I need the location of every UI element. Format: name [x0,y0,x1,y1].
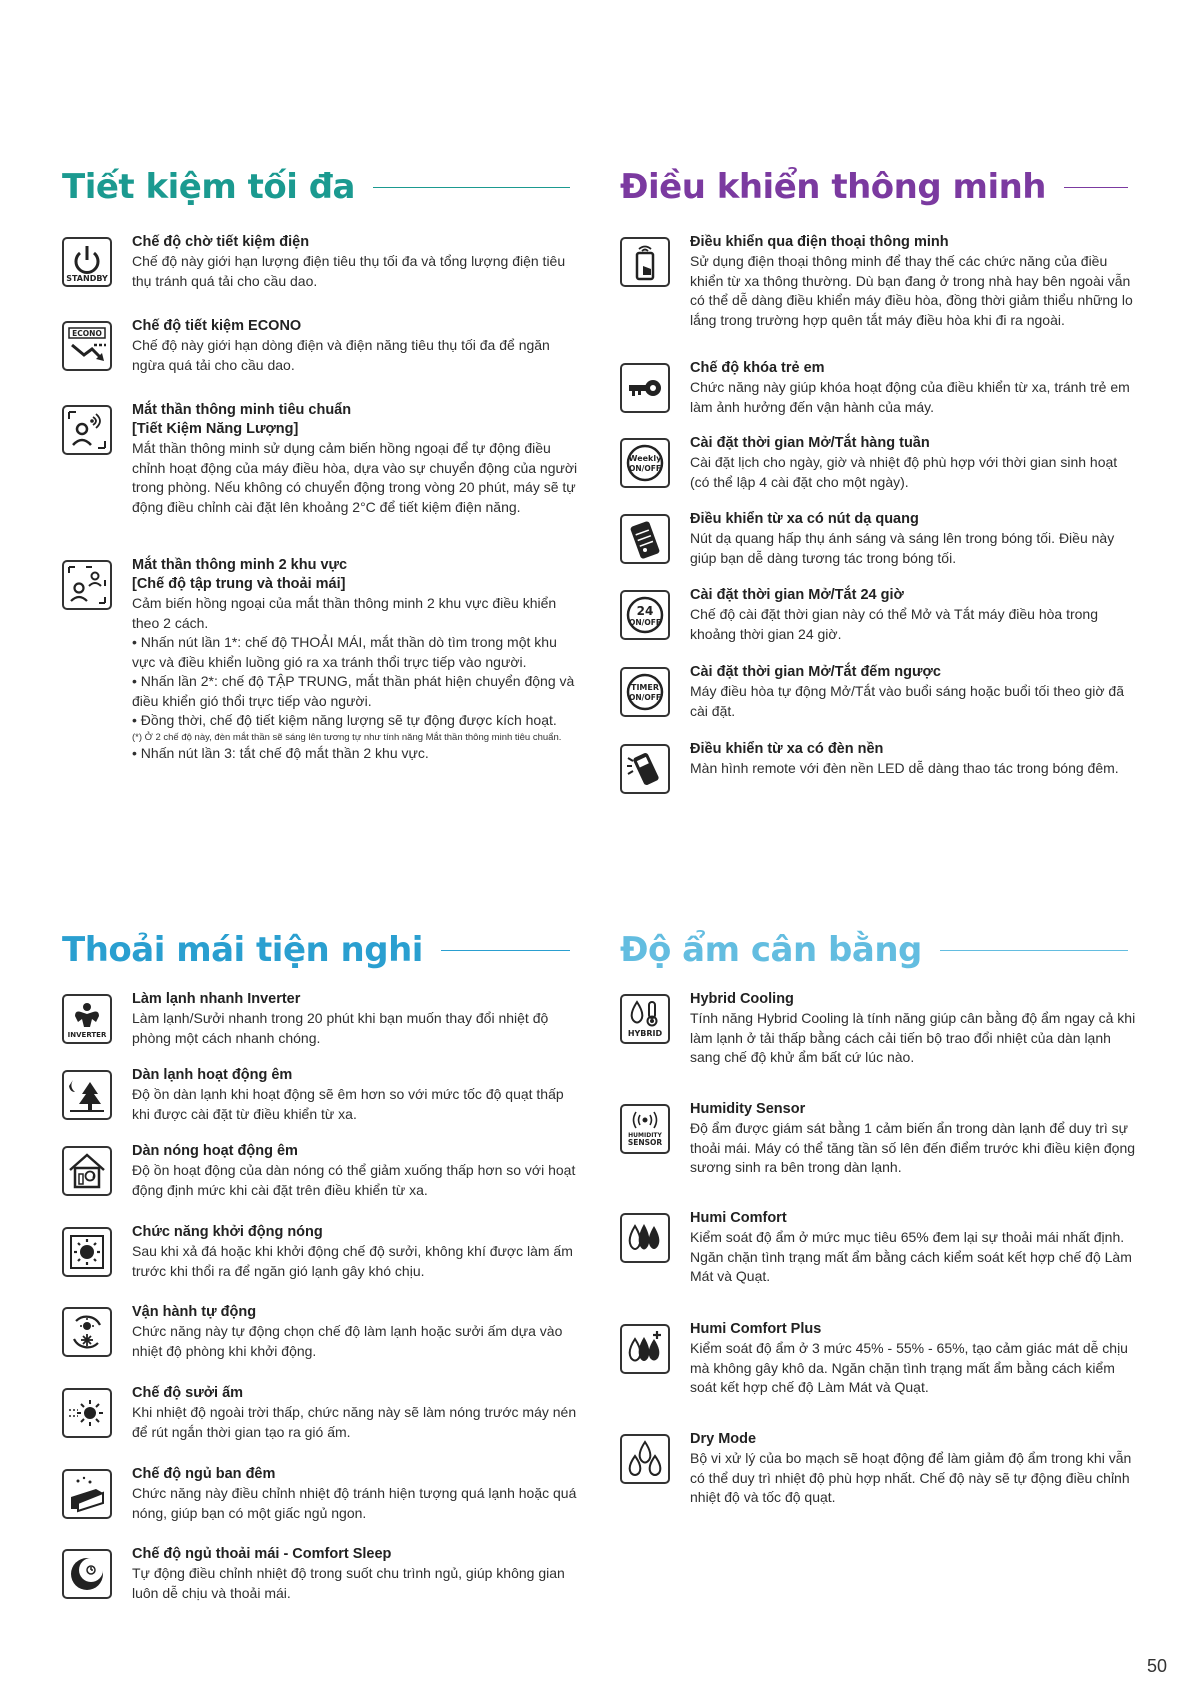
inverter-icon-label: INVERTER [67,1031,107,1039]
feature-body [690,990,1138,1068]
feature-body [690,233,1138,330]
feature-body [690,740,1138,779]
feature-title: Điều khiển từ xa có nút dạ quang [690,511,919,527]
timer-24h-icon [620,590,670,640]
section-smart-control [620,157,1140,776]
feature-bullet: • Nhấn nút lần 1*: chế độ THOẢI MÁI, mắt thần dò tìm trong một khu vực và điều khiển luồng gió ra xa tránh thổi trực tiếp vào người. [132,634,557,670]
feature-subtitle: [Chế độ tập trung và thoải mái] [132,576,346,592]
section-header [62,157,582,217]
dry-mode-icon [620,1434,670,1484]
feature-title: Cài đặt thời gian Mở/Tắt đếm ngược [690,664,941,680]
feature-desc: Kiểm soát độ ẩm ở 3 mức 45% - 55% - 65%, tạo cảm giác mát dễ chịu mà không gây khô da. Ngăn chặn tình trạng mất ẩm bằng cách kiểm soát kết hợp chế độ Làm Mát và Quạt. [690,1340,1128,1395]
humidity-icon-label: HUMIDITY [628,1132,662,1139]
feature-body [132,401,580,517]
section-header [620,157,1140,217]
feature-title: Chế độ chờ tiết kiệm điện [132,234,310,250]
feature-title: Chế độ ngủ thoải mái - Comfort Sleep [132,1546,392,1562]
motion-sensor-icon [62,405,112,455]
feature-body [690,1320,1138,1398]
feature-title: Dàn lạnh hoạt động êm [132,1067,293,1083]
feature-body [132,990,580,1048]
feature-title: Chế độ khóa trẻ em [690,360,825,376]
standby-icon-label: STANDBY [66,274,108,283]
page-number: 50 [1147,1656,1168,1676]
feature-desc: Bộ vi xử lý của bo mạch sẽ hoạt động để làm giảm độ ẩm trong khi vẫn có thể duy trì nhiệt độ phù hợp nhất. Chế độ này sẽ tự động điều chỉnh nhiệt độ và tốc độ quạt. [690,1450,1132,1505]
child-lock-icon [620,363,670,413]
feature-body [132,556,580,763]
feature-desc: Tính năng Hybrid Cooling là tính năng giúp cân bằng độ ẩm ngay cả khi làm lạnh ở tải thấp bằng cách cải tiến bộ trao đổi nhiệt của dàn lạnh sang chế độ khử ẩm bất cứ lúc nào. [690,1010,1136,1065]
feature-title: Làm lạnh nhanh Inverter [132,991,301,1007]
section-title: Điều khiển thông minh [620,167,1047,207]
feature-title: Humi Comfort Plus [690,1321,822,1337]
feature-desc: Cài đặt lịch cho ngày, giờ và nhiệt độ phù hợp với thời gian sinh hoạt (có thể lập 4 cài đặt cho một ngày). [690,454,1118,490]
feature-desc: Độ ồn hoạt động của dàn nóng có thể giảm xuống thấp hơn so với hoạt động định mức khi cài đặt trên điều khiển từ xa. [132,1162,576,1198]
humidity-sensor-icon [620,1104,670,1154]
feature-title: Chế độ tiết kiệm ECONO [132,318,302,334]
feature-title: Chế độ ngủ ban đêm [132,1466,276,1482]
feature-title: Chế độ sưởi ấm [132,1385,244,1401]
feature-desc: Chức năng này điều chỉnh nhiệt độ tránh hiện tượng quá lạnh hoặc quá nóng, giúp bạn có một giấc ngủ ngon. [132,1485,577,1521]
timer-24-label: 24 [636,604,654,618]
humi-comfort-icon [620,1213,670,1263]
feature-desc: Mắt thần thông minh sử dụng cảm biến hồng ngoại để tự động điều chỉnh hoạt động của máy điều hòa, dựa vào sự chuyển động của người trong phòng. Nếu không có chuyển động trong vòng 20 phút, máy sẽ tự động điều chỉnh cài đặt lên khoảng 2°C để tiết kiệm điện năng. [132,440,578,515]
feature-body [690,1100,1138,1178]
backlit-remote-icon [620,744,670,794]
hybrid-icon-label: HYBRID [627,1029,663,1038]
feature-body [132,1303,580,1361]
feature-desc: Kiểm soát độ ẩm ở mức mục tiêu 65% đem lại sự thoải mái nhất định. Ngăn chặn tình trạng mất ẩm bằng cách kiểm soát kết hợp chế độ Làm Mát và Quạt. [690,1229,1132,1284]
feature-body [132,1545,580,1603]
feature-title: Mắt thần thông minh tiêu chuẩn [132,402,352,418]
feature-desc: Tự động điều chỉnh nhiệt độ trong suốt chu trình ngủ, giúp không gian luôn dễ chịu và thoải mái. [132,1565,565,1601]
feature-desc: Độ ồn dàn lạnh khi hoạt động sẽ êm hơn so với mức tốc độ quạt thấp khi được cài đặt từ điều khiển từ xa. [132,1086,564,1122]
feature-desc: Chế độ này giới hạn dòng điện và điện năng tiêu thụ tối đa để ngăn ngừa quá tải cho cầu dao. [132,337,550,373]
section-divider [441,950,570,951]
timer-24-onoff: ON/OFF [628,618,662,627]
section-title: Độ ẩm cân bằng [620,930,922,970]
feature-title: Dry Mode [690,1431,757,1447]
feature-desc: Chế độ cài đặt thời gian này có thể Mở và Tắt máy điều hòa trong khoảng thời gian 24 giờ. [690,606,1099,642]
weekly-icon-onoff: ON/OFF [628,464,662,473]
feature-body [132,233,580,291]
section-divider [1064,187,1128,188]
feature-title: Điều khiển qua điện thoại thông minh [690,234,949,250]
countdown-timer-icon [620,667,670,717]
feature-title: Điều khiển từ xa có đèn nền [690,741,884,757]
feature-desc: Sau khi xả đá hoặc khi khởi động chế độ sưởi, không khí được làm ấm trước khi thổi ra để ngăn gió lạnh gây khó chịu. [132,1243,573,1279]
feature-body [132,317,580,375]
feature-body [690,586,1138,644]
feature-body [690,359,1138,417]
feature-desc: Chức năng này giúp khóa hoạt động của điều khiển từ xa, tránh trẻ em làm ảnh hưởng đến vận hành của máy. [690,379,1130,415]
section-header [620,920,1140,980]
timer-icon-label: TIMER [630,683,660,692]
feature-bullet: • Đồng thời, chế độ tiết kiệm năng lượng sẽ tự động được kích hoạt. [132,712,557,728]
feature-body [690,1209,1138,1287]
smartphone-control-icon [620,237,670,287]
section-energy-saving [62,157,582,761]
section-title: Tiết kiệm tối đa [62,167,355,207]
feature-body [690,663,1138,721]
feature-body [690,1430,1138,1508]
heating-icon [62,1388,112,1438]
feature-title: Cài đặt thời gian Mở/Tắt 24 giờ [690,587,904,603]
feature-title: Hybrid Cooling [690,991,794,1007]
feature-desc: Khi nhiệt độ ngoài trời thấp, chức năng này sẽ làm nóng trước máy nén để rút ngắn thời gian tạo ra gió ấm. [132,1404,577,1440]
standby-icon [62,237,112,287]
timer-icon-onoff: ON/OFF [628,693,662,702]
section-divider [373,187,570,188]
comfort-sleep-icon [62,1549,112,1599]
hybrid-icon [620,994,670,1044]
feature-subtitle: [Tiết Kiệm Năng Lượng] [132,421,299,437]
feature-body [132,1223,580,1281]
humi-comfort-plus-icon [620,1324,670,1374]
feature-desc: Độ ẩm được giám sát bằng 1 cảm biến ẩn trong dàn lạnh để duy trì sự thoải mái. Máy có thể tăng tần số lên đến điểm trước khi điều kiện đọng sương sinh ra bên trong dàn lạnh. [690,1120,1136,1175]
inverter-icon [62,994,112,1044]
quiet-indoor-icon [62,1070,112,1120]
feature-desc: Máy điều hòa tự động Mở/Tắt vào buổi sáng hoặc buổi tối theo giờ đã cài đặt. [690,683,1125,719]
feature-title: Humidity Sensor [690,1101,806,1117]
auto-mode-icon [62,1307,112,1357]
two-area-sensor-icon [62,560,112,610]
feature-note: (*) Ở 2 chế độ này, đèn mắt thần sẽ sáng lên tương tự như tính năng Mắt thần thông minh tiêu chuẩn. [132,731,562,743]
weekly-icon-label: Weekly [628,454,662,463]
feature-body [690,510,1138,568]
feature-title: Humi Comfort [690,1210,787,1226]
feature-desc: Chức năng này tự động chọn chế độ làm lạnh hoặc sưởi ấm dựa vào nhiệt độ phòng khi khởi động. [132,1323,563,1359]
econo-icon-label: ECONO [72,329,102,338]
sensor-icon-label: SENSOR [627,1138,663,1147]
feature-body [132,1384,580,1442]
feature-body [132,1066,580,1124]
feature-bullet: • Nhấn lần 2*: chế độ TẬP TRUNG, mắt thần phát hiện chuyển động và điều khiển gió thổi trực tiếp vào người. [132,673,575,709]
feature-title: Mắt thần thông minh 2 khu vực [132,557,348,573]
feature-desc: Nút dạ quang hấp thụ ánh sáng và sáng lên trong bóng tối. Điều này giúp bạn dễ dàng tương tác trong bóng tối. [690,530,1115,566]
feature-body [132,1142,580,1200]
feature-bullet: • Nhấn nút lần 3: tắt chế độ mắt thần 2 khu vực. [132,744,429,761]
section-humidity [620,920,1140,1505]
quiet-outdoor-icon [62,1146,112,1196]
feature-title: Cài đặt thời gian Mở/Tắt hàng tuần [690,435,930,451]
feature-body [690,434,1138,492]
section-header [62,920,582,980]
feature-desc: Sử dụng điện thoại thông minh để thay thế các chức năng của điều khiển từ xa thông thường. Dù bạn đang ở trong nhà hay bên ngoài vẫn có thể dễ dàng điều khiển máy điều hòa, đồng thời giảm thiểu những lo lắng trong trường hợp quên tắt máy điều hòa khi đi ra ngoài. [690,253,1133,328]
econo-icon [62,321,112,371]
feature-desc: Làm lạnh/Sưởi nhanh trong 20 phút khi bạn muốn thay đổi nhiệt độ phòng một cách nhanh chóng. [132,1010,549,1046]
feature-desc: Màn hình remote với đèn nền LED dễ dàng thao tác trong bóng đêm. [690,760,1119,776]
section-comfort [62,920,582,1601]
feature-title: Vận hành tự động [132,1304,257,1320]
feature-body [132,1465,580,1523]
hot-start-icon [62,1227,112,1277]
night-mode-icon [62,1469,112,1519]
section-title: Thoải mái tiện nghi [62,930,423,970]
feature-desc: Chế độ này giới hạn lượng điện tiêu thụ tối đa và tổng lượng điện tiêu thụ tránh quá tải cho cầu dao. [132,253,566,289]
feature-desc: Cảm biến hồng ngoại của mắt thần thông minh 2 khu vực điều khiển theo 2 cách. [132,595,557,631]
glow-button-icon [620,514,670,564]
section-divider [940,950,1128,951]
weekly-timer-icon [620,438,670,488]
feature-title: Chức năng khởi động nóng [132,1224,323,1240]
feature-title: Dàn nóng hoạt động êm [132,1143,298,1159]
